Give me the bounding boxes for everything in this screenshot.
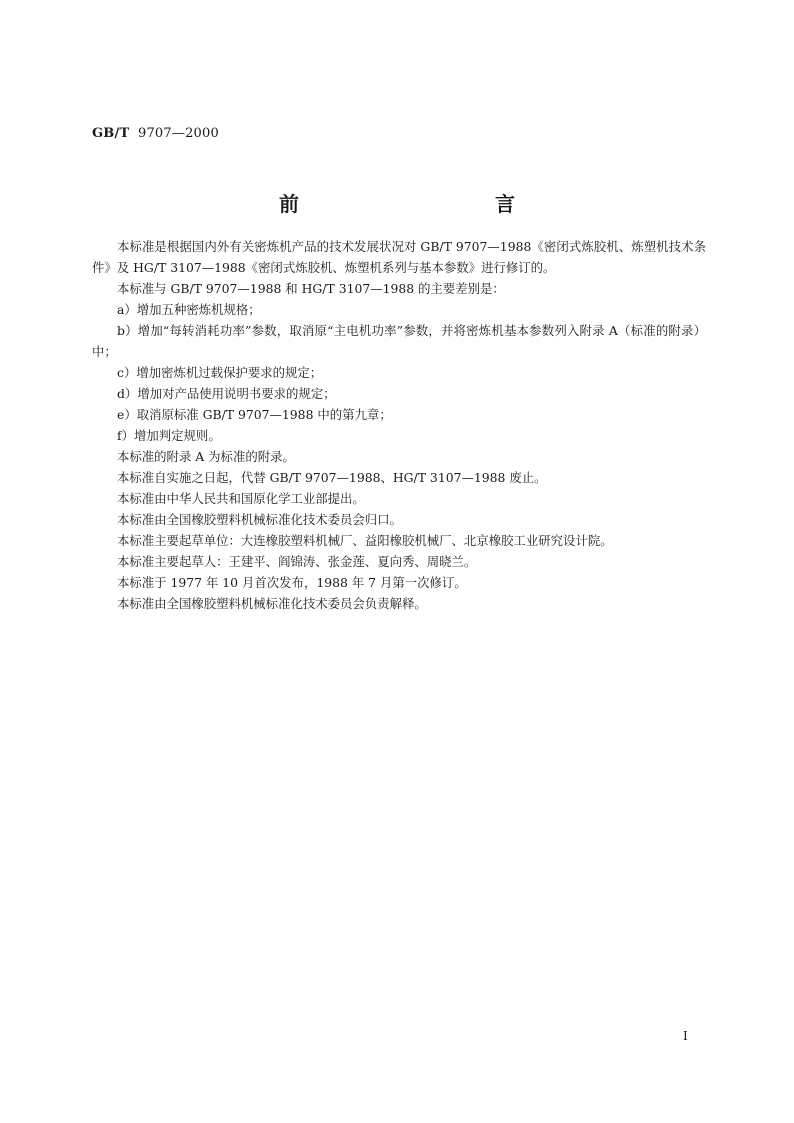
page-number: I xyxy=(683,1029,688,1043)
standard-code xyxy=(92,126,219,141)
list-item-d: d）增加对产品使用说明书要求的规定； xyxy=(117,386,336,401)
standard-number: 9707—2000 xyxy=(137,126,219,141)
list-item-a: a）增加五种密炼机规格； xyxy=(117,302,261,317)
paragraph-intro: 本标准是根据国内外有关密炼机产品的技术发展状况对 GB/T 9707—1988《密闭式炼胶机、炼塑机技术条件》及 HG/T 3107—1988《密闭式炼胶机、炼塑机系列与基本参数》进行修订的。 xyxy=(92,239,706,275)
paragraph-drafting-units: 本标准主要起草单位：大连橡胶塑料机械厂、益阳橡胶机械厂、北京橡胶工业研究设计院。 xyxy=(117,533,613,548)
paragraph-centralized-by: 本标准由全国橡胶塑料机械标准化技术委员会归口。 xyxy=(117,512,402,527)
paragraph-history: 本标准于 1977 年 10 月首次发布，1988 年 7 月第一次修订。 xyxy=(117,575,467,590)
paragraph-appendix: 本标准的附录 A 为标准的附录。 xyxy=(117,449,295,464)
list-item-e: e）取消原标准 GB/T 9707—1988 中的第九章； xyxy=(117,407,392,422)
paragraph-drafters: 本标准主要起草人：王建平、阎锦涛、张金莲、夏向秀、周晓兰。 xyxy=(117,554,477,569)
page-title: 前 言 xyxy=(279,192,567,216)
paragraph-proposed-by: 本标准由中华人民共和国原化学工业部提出。 xyxy=(117,491,365,506)
paragraph-differences: 本标准与 GB/T 9707—1988 和 HG/T 3107—1988 的主要差别是： xyxy=(117,281,505,296)
paragraph-interpretation: 本标准由全国橡胶塑料机械标准化技术委员会负责解释。 xyxy=(117,596,427,611)
standard-prefix: GB/T xyxy=(92,126,130,141)
foreword-body xyxy=(92,236,706,614)
list-item-f: f）增加判定规则。 xyxy=(117,428,221,443)
list-item-c: c）增加密炼机过载保护要求的规定； xyxy=(117,365,323,380)
list-item-b: b）增加“每转消耗功率”参数，取消原“主电机功率”参数，并将密炼机基本参数列入附录 A（标准的附录）中； xyxy=(92,323,706,359)
paragraph-replaces: 本标准自实施之日起，代替 GB/T 9707—1988、HG/T 3107—1988 废止。 xyxy=(117,470,547,485)
